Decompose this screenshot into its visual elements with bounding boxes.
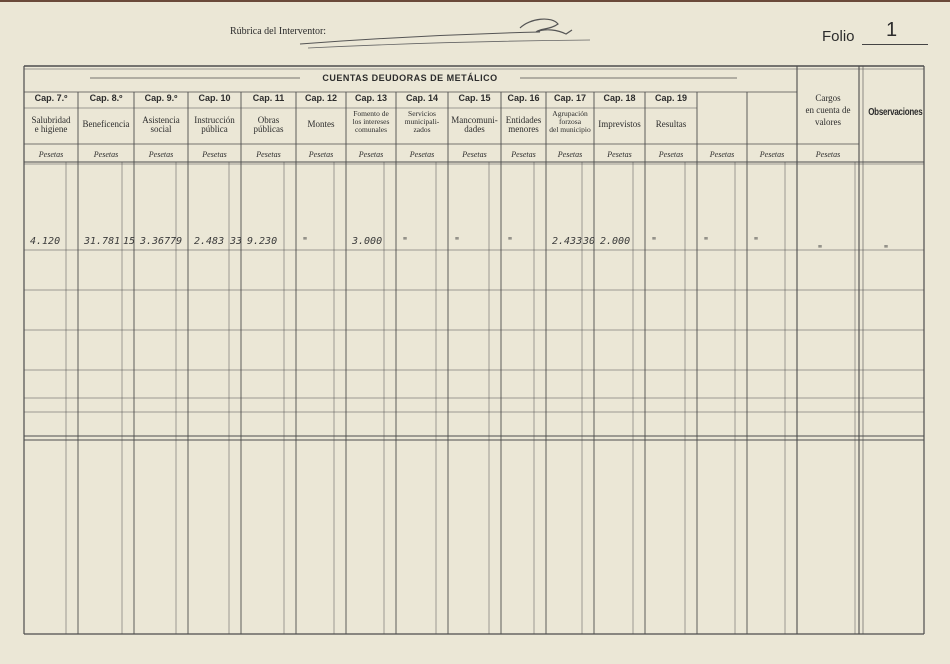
column-unit: Pesetas <box>409 150 435 159</box>
column-cap-label: Cap. 19 <box>654 93 687 103</box>
observaciones-value: " <box>883 244 890 255</box>
column-description: Servicios municipali- zados <box>404 109 440 134</box>
entry-value: " <box>753 236 760 247</box>
column-unit: Pesetas <box>607 150 632 159</box>
column-unit: Pesetas <box>759 150 785 159</box>
column-unit: Pesetas <box>358 150 384 159</box>
column-description: Resultas <box>655 119 687 129</box>
entry-value: " <box>507 236 514 247</box>
column-description: Obras públicas <box>253 115 284 135</box>
column-description: Beneficencia <box>82 119 130 129</box>
column-cap-label: Cap. 8.º <box>89 93 123 103</box>
entry-value: " <box>651 236 658 247</box>
column-cap-label: Cap. 14 <box>405 93 438 103</box>
entry-value: 4.120 <box>30 236 61 247</box>
column-unit: Pesetas <box>557 150 583 159</box>
column-cap-label: Cap. 18 <box>603 93 636 103</box>
column-unit: Pesetas <box>256 150 281 159</box>
entry-value: " <box>703 236 710 247</box>
entry-value: 3.36779 <box>140 236 183 247</box>
column-unit: Pesetas <box>202 150 227 159</box>
cargos-value: " <box>817 244 824 255</box>
entry-value: 2.000 <box>600 236 631 247</box>
column-description: Montes <box>307 119 335 129</box>
column-unit: Pesetas <box>658 150 684 159</box>
column-cap-label: Cap. 10 <box>198 93 231 103</box>
column-unit: Pesetas <box>93 150 119 159</box>
column-description: Fomento de los intereses comunales <box>352 109 390 134</box>
entry-cents: 30 <box>583 236 596 247</box>
column-description: Instrucción pública <box>194 115 235 135</box>
column-cap-label: Cap. 9.º <box>144 93 178 103</box>
rubrica-label: Rúbrica del Interventor: <box>230 26 327 37</box>
entry-value: 2.433 <box>552 236 583 247</box>
column-description: Mancomuni- dades <box>451 115 498 135</box>
entry-value: 3.000 <box>352 236 383 247</box>
folio-number: 1 <box>886 19 898 41</box>
entry-value: " <box>302 236 309 247</box>
entry-value: " <box>402 236 409 247</box>
entry-value: 31.781 <box>84 236 121 247</box>
column-cap-label: Cap. 15 <box>458 93 491 103</box>
column-unit: Pesetas <box>308 150 334 159</box>
column-cap-label: Cap. 16 <box>507 93 540 103</box>
entry-value: 9.230 <box>247 236 278 247</box>
entry-value: " <box>454 236 461 247</box>
column-unit: Pesetas <box>709 150 735 159</box>
column-unit: Pesetas <box>38 150 64 159</box>
column-cap-label: Cap. 12 <box>304 93 337 103</box>
cargos-description: Cargos en cuenta de valores <box>805 93 851 128</box>
column-description: Agrupación forzosa del municipio <box>549 109 591 134</box>
column-unit: Pesetas <box>462 150 487 159</box>
cargos-unit: Pesetas <box>815 150 841 159</box>
entry-cents: 33 <box>230 236 243 247</box>
column-description: Asistencia social <box>142 115 180 135</box>
column-unit: Pesetas <box>148 150 174 159</box>
column-cap-label: Cap. 13 <box>354 93 387 103</box>
observaciones-header: Observaciones <box>868 107 923 118</box>
column-unit: Pesetas <box>511 150 536 159</box>
column-cap-label: Cap. 17 <box>553 93 586 103</box>
column-cap-label: Cap. 11 <box>252 93 285 103</box>
folio-label: Folio <box>822 28 855 45</box>
column-description: Salubridad e higiene <box>31 115 71 135</box>
entry-value: 2.483 <box>194 236 225 247</box>
table-super-title: CUENTAS DEUDORAS DE METÁLICO <box>322 73 498 83</box>
entry-cents: 15 <box>123 236 136 247</box>
column-description: Entidades menores <box>505 115 542 135</box>
column-description: Imprevistos <box>598 119 641 129</box>
column-cap-label: Cap. 7.º <box>34 93 68 103</box>
